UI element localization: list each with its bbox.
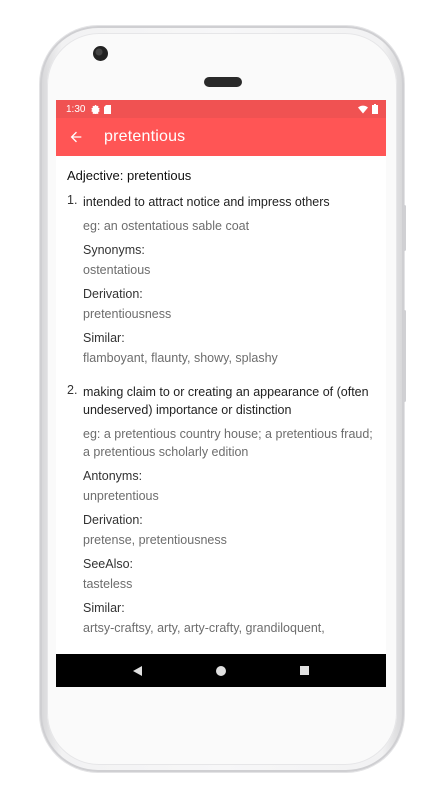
sd-card-icon [104, 105, 111, 114]
home-circle-icon[interactable] [215, 665, 227, 677]
field-value[interactable]: pretentiousness [83, 307, 172, 321]
volume-button [403, 310, 406, 402]
field-value[interactable]: flamboyant, flaunty, showy, splashy [83, 351, 278, 365]
field-label: Similar: [83, 601, 125, 615]
app-bar [56, 118, 386, 156]
arrow-back-icon [68, 129, 84, 145]
status-time: 1:30 [66, 103, 86, 115]
field-label: Derivation: [83, 513, 143, 527]
gear-icon [91, 105, 100, 114]
sense-example: eg: an ostentatious sable coat [83, 219, 250, 233]
sense-example: eg: a pretentious country house; a pretentious fraud; a pretentious scholarly edition [83, 427, 373, 459]
power-button [403, 205, 406, 251]
sense-item [67, 193, 376, 373]
field-label: Synonyms: [83, 243, 145, 257]
field-label: Antonyms: [83, 469, 143, 483]
back-triangle-icon[interactable] [132, 665, 144, 677]
part-of-speech-heading: Adjective: pretentious [67, 168, 192, 183]
definition-content [56, 156, 386, 643]
wifi-icon [358, 105, 368, 114]
field-label: SeeAlso: [83, 557, 134, 571]
device-screen [56, 100, 386, 687]
sense-number: 2. [67, 383, 78, 397]
front-camera [93, 46, 108, 61]
sense-gloss: intended to attract notice and impress others [83, 195, 330, 209]
field-value[interactable]: ostentatious [83, 263, 151, 277]
field-label: Derivation: [83, 287, 143, 301]
recents-square-icon[interactable] [299, 665, 310, 676]
page-title: pretentious [104, 128, 186, 145]
sense-number: 1. [67, 193, 78, 207]
field-value[interactable]: tasteless [83, 577, 133, 591]
status-bar [56, 100, 386, 118]
system-nav-bar [56, 654, 386, 687]
sense-gloss: making claim to or creating an appearance of (often undeserved) importance or distinction [83, 385, 369, 417]
sense-item [67, 383, 376, 643]
field-value[interactable]: unpretentious [83, 489, 159, 503]
earpiece-speaker [204, 77, 242, 87]
back-button[interactable] [56, 118, 96, 156]
field-value[interactable]: pretense, pretentiousness [83, 533, 227, 547]
field-label: Similar: [83, 331, 125, 345]
battery-icon [372, 104, 378, 114]
field-value[interactable]: artsy-craftsy, arty, arty-crafty, grandiloquent, [83, 621, 325, 635]
